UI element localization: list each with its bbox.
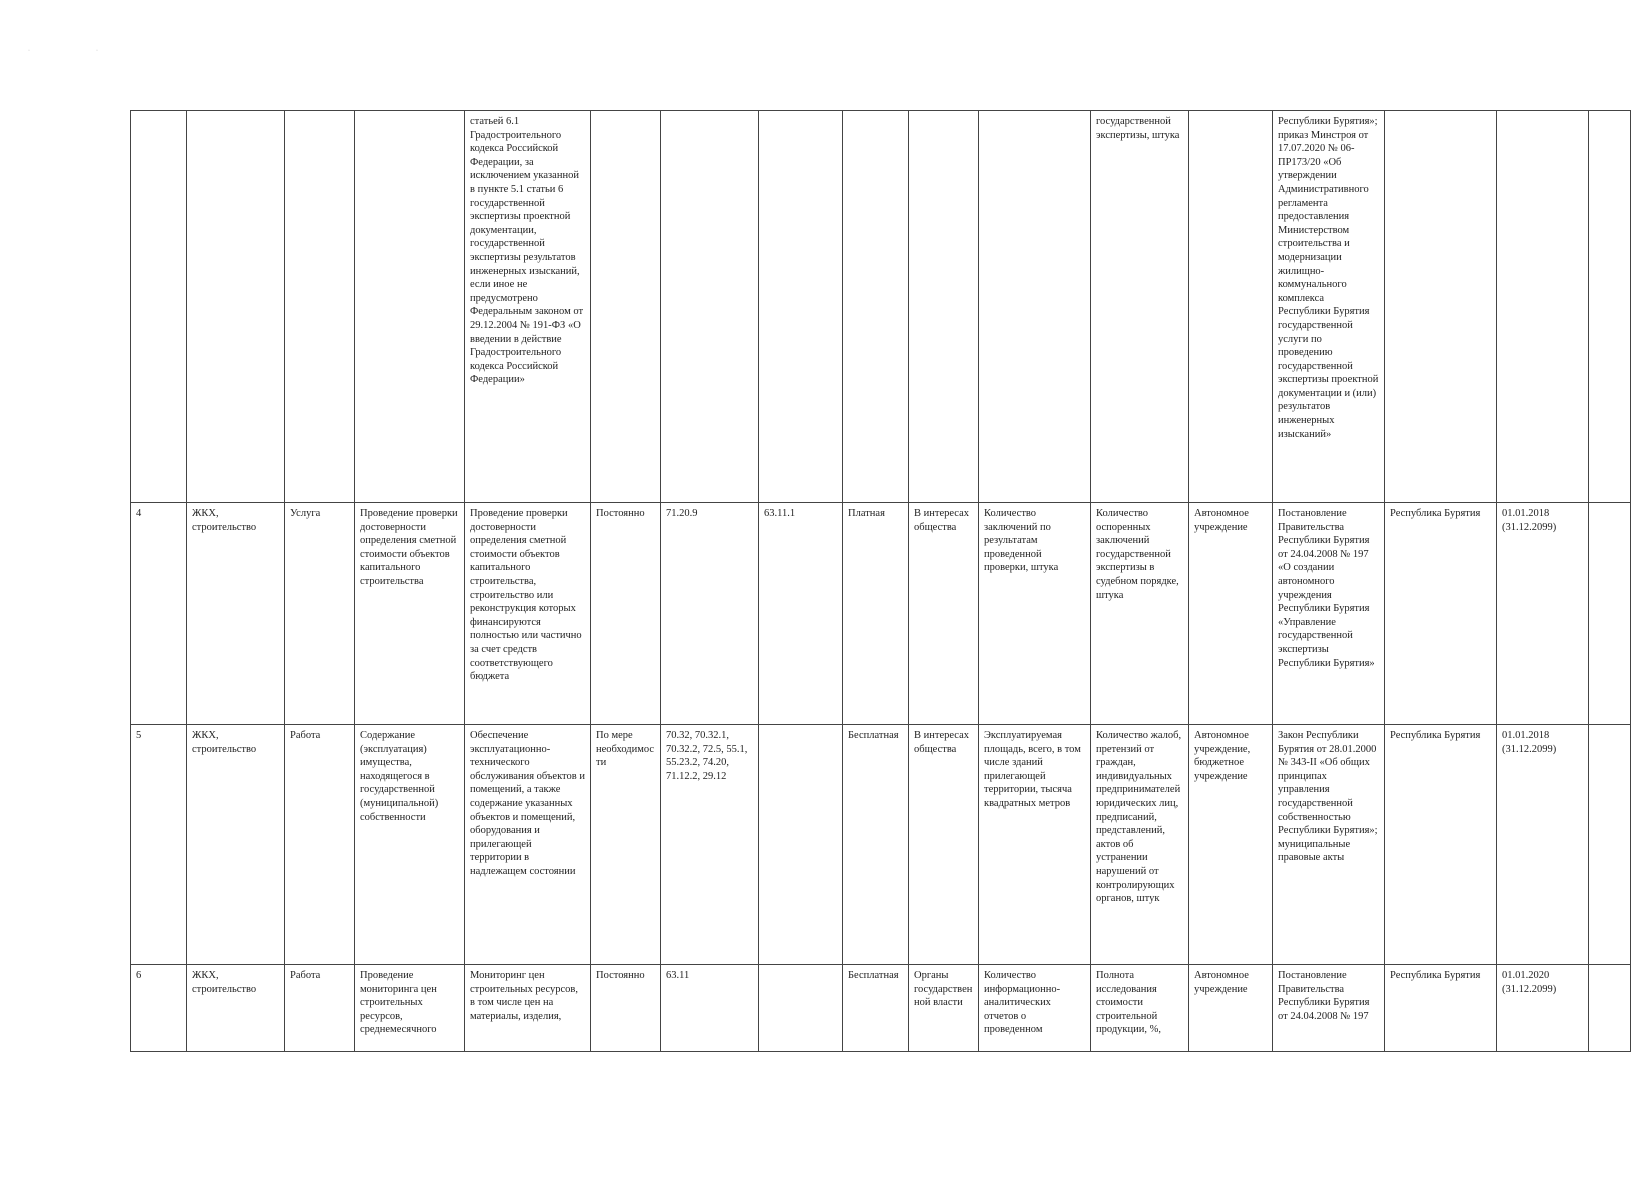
service-name-cell: Проведение мониторинга цен строительных ресурсов, среднемесячного bbox=[355, 965, 465, 1052]
periodicity-cell: Постоянно bbox=[591, 503, 661, 725]
content-cell: Проведение проверки достоверности определения сметной стоимости объектов капитального строительства, строительство или реконструкция которых финансируются полностью или частично за счет средств соответствующего бюджета bbox=[465, 503, 591, 725]
scan-speck: · bbox=[28, 48, 30, 54]
service-name-cell: Содержание (эксплуатация) имущества, находящегося в государственной (муниципальной) собственности bbox=[355, 725, 465, 965]
content-cell: Мониторинг цен строительных ресурсов, в том числе цен на материалы, изделия, bbox=[465, 965, 591, 1052]
quality-indicator-cell: государственной экспертизы, штука bbox=[1091, 111, 1189, 503]
payment-cell bbox=[843, 111, 909, 503]
periodicity-cell bbox=[591, 111, 661, 503]
table-row bbox=[131, 725, 1631, 965]
extra-cell bbox=[1589, 965, 1631, 1052]
validity-date-cell: 01.01.2018 (31.12.2099) bbox=[1497, 725, 1589, 965]
row-number-cell: 5 bbox=[131, 725, 187, 965]
territory-cell: Республика Бурятия bbox=[1385, 503, 1497, 725]
quality-indicator-cell: Полнота исследования стоимости строительной продукции, %, bbox=[1091, 965, 1189, 1052]
payment-cell: Платная bbox=[843, 503, 909, 725]
consumer-cell bbox=[909, 111, 979, 503]
content-cell: статьей 6.1 Градостроительного кодекса Российской Федерации, за исключением указанной в пункте 5.1 статьи 6 государственной экспертизы проектной документации, государственной экспертизы результатов инженерных изысканий, если иное не предусмотрено Федеральным законом от 29.12.2004 № 191-ФЗ «О введении в действие Градостроительного кодекса Российской Федерации» bbox=[465, 111, 591, 503]
payment-cell: Бесплатная bbox=[843, 965, 909, 1052]
quality-indicator-cell: Количество жалоб, претензий от граждан, индивидуальных предпринимателей юридических лиц, предписаний, представлений, актов об устранении нарушений от контролирующих органов, штук bbox=[1091, 725, 1189, 965]
scan-speck: · bbox=[96, 48, 98, 54]
okved-codes-cell: 70.32, 70.32.1, 70.32.2, 72.5, 55.1, 55.23.2, 74.20, 71.12.2, 29.12 bbox=[661, 725, 759, 965]
service-name-cell bbox=[355, 111, 465, 503]
legal-basis-cell: Закон Республики Бурятия от 28.01.2000 № 343-II «Об общих принципах управления государственной собственностью Республики Бурятия»; муниципальные правовые акты bbox=[1273, 725, 1385, 965]
consumer-cell: В интересах общества bbox=[909, 725, 979, 965]
territory-cell: Республика Бурятия bbox=[1385, 725, 1497, 965]
row-number-cell: 4 bbox=[131, 503, 187, 725]
volume-indicator-cell: Эксплуатируемая площадь, всего, в том числе зданий прилегающей территории, тысяча квадратных метров bbox=[979, 725, 1091, 965]
extra-cell bbox=[1589, 725, 1631, 965]
payment-cell: Бесплатная bbox=[843, 725, 909, 965]
periodicity-cell: По мере необходимости bbox=[591, 725, 661, 965]
quality-indicator-cell: Количество оспоренных заключений государственной экспертизы в судебном порядке, штука bbox=[1091, 503, 1189, 725]
validity-date-cell: 01.01.2018 (31.12.2099) bbox=[1497, 503, 1589, 725]
content-cell: Обеспечение эксплуатационно-технического обслуживания объектов и помещений, а также содержание указанных объектов и помещений, оборудования и прилегающей территории в надлежащем состоянии bbox=[465, 725, 591, 965]
consumer-cell: В интересах общества bbox=[909, 503, 979, 725]
registry-body bbox=[131, 111, 1631, 1052]
validity-date-cell bbox=[1497, 111, 1589, 503]
territory-cell: Республика Бурятия bbox=[1385, 965, 1497, 1052]
consumer-cell: Органы государственной власти bbox=[909, 965, 979, 1052]
registry-table bbox=[130, 110, 1631, 1052]
institution-type-cell: Автономное учреждение bbox=[1189, 503, 1273, 725]
okved-codes-cell: 71.20.9 bbox=[661, 503, 759, 725]
institution-type-cell: Автономное учреждение, бюджетное учреждение bbox=[1189, 725, 1273, 965]
sector-cell: ЖКХ, строительство bbox=[187, 503, 285, 725]
institution-type-cell bbox=[1189, 111, 1273, 503]
kind-cell: Работа bbox=[285, 965, 355, 1052]
row-number-cell: 6 bbox=[131, 965, 187, 1052]
okved-codes-cell bbox=[661, 111, 759, 503]
legal-basis-cell: Постановление Правительства Республики Бурятия от 24.04.2008 № 197 bbox=[1273, 965, 1385, 1052]
kind-cell bbox=[285, 111, 355, 503]
okpd-code-cell bbox=[759, 725, 843, 965]
legal-basis-cell: Республики Бурятия»; приказ Минстроя от 17.07.2020 № 06-ПР173/20 «Об утверждении Административного регламента предоставления Министерством строительства и модернизации жилищно-коммунального комплекса Республики Бурятия государственной услуги по проведению государственной экспертизы проектной документации и (или) результатов инженерных изысканий» bbox=[1273, 111, 1385, 503]
table-row bbox=[131, 965, 1631, 1052]
table-row bbox=[131, 503, 1631, 725]
validity-date-cell: 01.01.2020 (31.12.2099) bbox=[1497, 965, 1589, 1052]
extra-cell bbox=[1589, 503, 1631, 725]
okpd-code-cell: 63.11.1 bbox=[759, 503, 843, 725]
volume-indicator-cell: Количество информационно-аналитических отчетов о проведенном bbox=[979, 965, 1091, 1052]
kind-cell: Работа bbox=[285, 725, 355, 965]
territory-cell bbox=[1385, 111, 1497, 503]
row-number-cell bbox=[131, 111, 187, 503]
service-name-cell: Проведение проверки достоверности определения сметной стоимости объектов капитального строительства bbox=[355, 503, 465, 725]
sector-cell bbox=[187, 111, 285, 503]
institution-type-cell: Автономное учреждение bbox=[1189, 965, 1273, 1052]
okpd-code-cell bbox=[759, 111, 843, 503]
okved-codes-cell: 63.11 bbox=[661, 965, 759, 1052]
sector-cell: ЖКХ, строительство bbox=[187, 965, 285, 1052]
extra-cell bbox=[1589, 111, 1631, 503]
kind-cell: Услуга bbox=[285, 503, 355, 725]
legal-basis-cell: Постановление Правительства Республики Бурятия от 24.04.2008 № 197 «О создании автономного учреждения Республики Бурятия «Управление государственной экспертизы Республики Бурятия» bbox=[1273, 503, 1385, 725]
volume-indicator-cell: Количество заключений по результатам проведенной проверки, штука bbox=[979, 503, 1091, 725]
volume-indicator-cell bbox=[979, 111, 1091, 503]
table-row bbox=[131, 111, 1631, 503]
okpd-code-cell bbox=[759, 965, 843, 1052]
periodicity-cell: Постоянно bbox=[591, 965, 661, 1052]
sector-cell: ЖКХ, строительство bbox=[187, 725, 285, 965]
